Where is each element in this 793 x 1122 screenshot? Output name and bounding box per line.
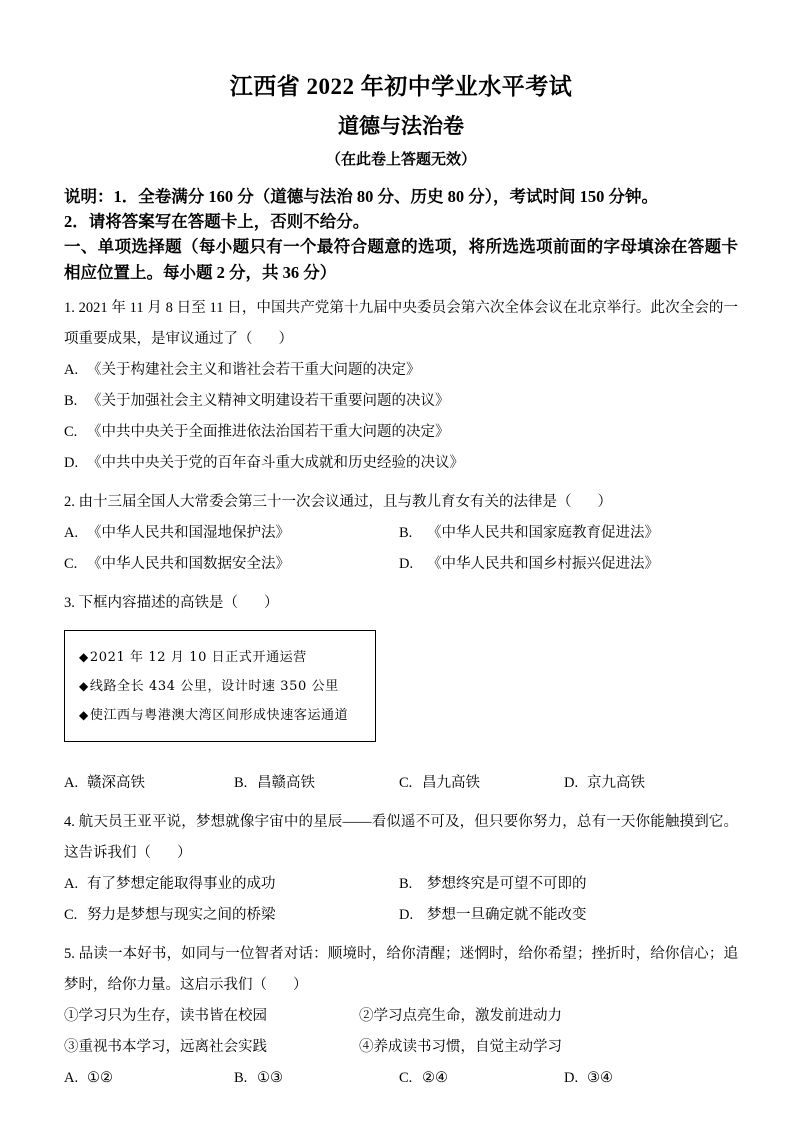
- question-3-options-row: [64, 768, 738, 799]
- option-b-text: 梦想终究是可望不可即的: [427, 876, 587, 892]
- question-5-stem: [64, 939, 738, 1001]
- diamond-bullet-icon: ◆: [79, 650, 89, 664]
- option-a-label: A.: [64, 362, 79, 378]
- question-5-statements-row-1: [64, 1001, 738, 1032]
- fact-box-line-1: [79, 643, 365, 672]
- question-4-option-d[interactable]: [399, 900, 587, 931]
- question-3-option-a[interactable]: [64, 768, 234, 799]
- option-d-label: D.: [564, 775, 579, 791]
- option-a-label: A.: [64, 775, 79, 791]
- question-1-text: 2021 年 11 月 8 日至 11 日，中国共产党第十九届中央委员会第六次全体会议在北京举行。此次全会的一项重要成果，是审议通过了（: [64, 300, 739, 347]
- question-5: [64, 939, 738, 1094]
- question-4-option-b[interactable]: [399, 869, 587, 900]
- option-c-label: C.: [399, 1070, 413, 1086]
- instructions-block: [64, 184, 738, 285]
- question-5-option-d[interactable]: [564, 1063, 613, 1094]
- question-2-number: 2.: [64, 494, 75, 510]
- fact-box-line-3: [79, 701, 365, 730]
- question-5-option-a[interactable]: [64, 1063, 234, 1094]
- question-1-option-d[interactable]: [64, 448, 738, 479]
- option-a-text: 有了梦想定能取得事业的成功: [87, 876, 276, 892]
- option-d-text: 《中华人民共和国乡村振兴促进法》: [427, 556, 659, 572]
- diamond-bullet-icon: ◆: [79, 679, 89, 693]
- option-d-text: 《中共中央关于党的百年奋斗重大成就和历史经验的决议》: [87, 455, 464, 471]
- question-3-option-b[interactable]: [234, 768, 399, 799]
- question-3-stem-tail: ）: [264, 595, 279, 611]
- question-5-options-row: [64, 1063, 738, 1094]
- question-3-text: 下框内容描述的高铁是（: [78, 595, 238, 611]
- option-c-label: C.: [64, 424, 78, 440]
- question-1-option-a[interactable]: [64, 355, 738, 386]
- question-5-number: 5.: [64, 946, 75, 962]
- option-b-text: 《关于加强社会主义精神文明建设若干重要问题的决议》: [87, 393, 450, 409]
- question-2-option-a[interactable]: [64, 518, 399, 549]
- question-3-fact-box-wrapper: [64, 630, 738, 742]
- option-c-text: 努力是梦想与现实之间的桥梁: [87, 907, 276, 923]
- question-3-option-c[interactable]: [399, 768, 564, 799]
- option-c-text: 《中华人民共和国数据安全法》: [87, 556, 290, 572]
- option-b-label: B.: [234, 1070, 248, 1086]
- option-d-text: ③④: [587, 1070, 613, 1086]
- option-a-label: A.: [64, 1070, 79, 1086]
- question-2-stem-tail: ）: [597, 494, 612, 510]
- option-a-text: 《中华人民共和国湿地保护法》: [87, 525, 290, 541]
- question-3: [64, 588, 738, 799]
- question-1: [64, 293, 738, 479]
- option-a-text: 赣深高铁: [87, 775, 145, 791]
- option-c-text: ②④: [422, 1070, 448, 1086]
- option-a-text: ①②: [87, 1070, 113, 1086]
- question-4-text: 航天员王亚平说，梦想就像宇宙中的星辰——看似遥不可及，但只要你努力，总有一天你能触摸到它。这告诉我们（: [64, 814, 739, 861]
- question-5-statement-4: ④养成读书习惯，自觉主动学习: [359, 1039, 562, 1055]
- question-2-stem: [64, 487, 738, 518]
- question-2-options-row-1: [64, 518, 738, 549]
- option-d-text: 梦想一旦确定就不能改变: [427, 907, 587, 923]
- question-3-number: 3.: [64, 595, 75, 611]
- question-2-text: 由十三届全国人大常委会第三十一次会议通过，且与教儿育女有关的法律是（: [78, 494, 572, 510]
- question-1-stem-tail: ）: [278, 331, 293, 347]
- answer-sheet-note: （在此卷上答题无效）: [325, 152, 476, 168]
- section-1-heading: 一、单项选择题（每小题只有一个最符合题意的选项，将所选选项前面的字母填涂在答题卡相应位置上。每小题 2 分，共 36 分）: [64, 237, 738, 282]
- option-b-label: B.: [399, 876, 413, 892]
- question-5-statement-3: ③重视书本学习，远离社会实践: [64, 1039, 267, 1055]
- question-5-statement-2: ②学习点亮生命，激发前进动力: [359, 1008, 562, 1024]
- question-4-options-row-1: [64, 869, 738, 900]
- option-c-label: C.: [64, 907, 78, 923]
- diamond-bullet-icon: ◆: [79, 708, 89, 722]
- question-4-number: 4.: [64, 814, 75, 830]
- option-a-label: A.: [64, 876, 79, 892]
- fact-box-line-2: [79, 672, 365, 701]
- instruction-line-1: 说明：1．全卷满分 160 分（道德与法治 80 分、历史 80 分），考试时间 150 分钟。: [64, 187, 658, 206]
- option-b-text: 昌赣高铁: [257, 775, 315, 791]
- fact-box-line-1-text: 2021 年 12 月 10 日正式开通运营: [89, 650, 307, 665]
- option-b-label: B.: [399, 525, 413, 541]
- option-d-label: D.: [399, 907, 414, 923]
- spacer-after-fact-box: [64, 742, 738, 768]
- option-a-text: 《关于构建社会主义和谐社会若干重大问题的决定》: [87, 362, 421, 378]
- question-3-stem: [64, 588, 738, 619]
- option-d-label: D.: [564, 1070, 579, 1086]
- option-b-label: B.: [64, 393, 78, 409]
- question-2: [64, 487, 738, 580]
- question-2-option-b[interactable]: [399, 518, 659, 549]
- question-4-option-c[interactable]: [64, 900, 399, 931]
- question-4-option-a[interactable]: [64, 869, 399, 900]
- question-5-statement-1: ①学习只为生存，读书皆在校园: [64, 1008, 267, 1024]
- question-4-stem: [64, 807, 738, 869]
- question-4: [64, 807, 738, 931]
- question-5-stem-tail: ）: [293, 977, 308, 993]
- option-c-label: C.: [399, 775, 413, 791]
- question-1-stem: [64, 293, 738, 355]
- question-2-option-c[interactable]: [64, 549, 399, 580]
- option-c-label: C.: [64, 556, 78, 572]
- option-d-label: D.: [64, 455, 79, 471]
- question-1-option-b[interactable]: [64, 386, 738, 417]
- question-5-statements-row-2: [64, 1032, 738, 1063]
- question-3-fact-box: [64, 630, 376, 742]
- question-4-stem-tail: ）: [177, 845, 192, 861]
- question-5-text: 品读一本好书，如同与一位智者对话：顺境时，给你清醒；迷惘时，给你希望；挫折时，给你信心；追梦时，给你力量。这启示我们（: [64, 946, 738, 993]
- fact-box-line-3-text: 使江西与粤港澳大湾区间形成快速客运通道: [89, 708, 349, 723]
- option-b-text: ①③: [257, 1070, 283, 1086]
- question-2-options-row-2: [64, 549, 738, 580]
- question-1-option-c[interactable]: [64, 417, 738, 448]
- option-c-text: 《中共中央关于全面推进依法治国若干重大问题的决定》: [87, 424, 450, 440]
- question-5-option-c[interactable]: [399, 1063, 564, 1094]
- question-1-number: 1.: [64, 300, 75, 316]
- fact-box-line-2-text: 线路全长 434 公里，设计时速 350 公里: [89, 679, 339, 694]
- subject-title: 道德与法治卷: [338, 114, 464, 138]
- option-a-label: A.: [64, 525, 79, 541]
- option-b-label: B.: [234, 775, 248, 791]
- question-2-option-d[interactable]: [399, 549, 659, 580]
- option-d-label: D.: [399, 556, 414, 572]
- question-4-options-row-2: [64, 900, 738, 931]
- option-b-text: 《中华人民共和国家庭教育促进法》: [427, 525, 659, 541]
- instruction-line-2: 2．请将答案写在答题卡上，否则不给分。: [64, 212, 370, 231]
- option-d-text: 京九高铁: [587, 775, 645, 791]
- option-c-text: 昌九高铁: [422, 775, 480, 791]
- question-3-option-d[interactable]: [564, 768, 645, 799]
- question-5-option-b[interactable]: [234, 1063, 399, 1094]
- page-title: 江西省 2022 年初中学业水平考试: [229, 74, 573, 99]
